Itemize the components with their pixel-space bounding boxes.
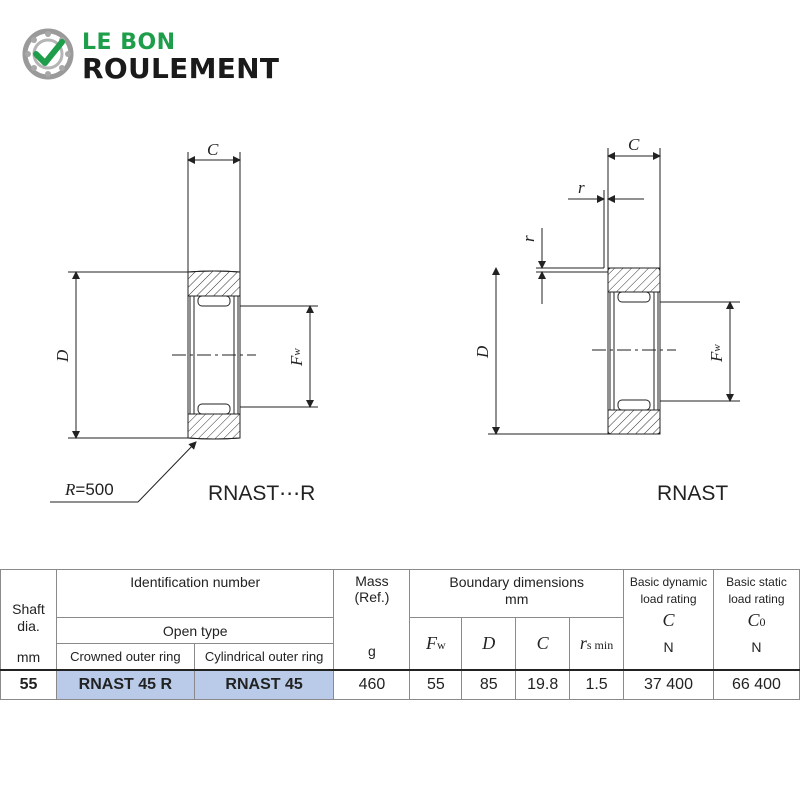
dynamic-rating-header [624, 570, 714, 670]
fw-subscript: w [437, 637, 446, 652]
left-bearing-drawing [50, 152, 318, 502]
d-symbol: D [482, 632, 496, 653]
static-rating-cell: 66 400 [713, 670, 799, 700]
mass-cell: 460 [334, 670, 410, 700]
fw-symbol: F [426, 632, 437, 653]
rs-cell: 1.5 [570, 670, 624, 700]
table-row [1, 670, 800, 700]
ident-header [56, 570, 334, 618]
mass-header-label: Mass (Ref.) [354, 573, 390, 605]
mass-header [334, 570, 410, 670]
right-fw-symbol: F [707, 351, 726, 362]
d-header [462, 618, 516, 670]
static-rating-label: Basic static load rating [726, 575, 787, 606]
shaft-header-unit: mm [16, 648, 41, 665]
c-cell: 19.8 [516, 670, 570, 700]
static-rating-symbol-sub: 0 [759, 615, 766, 629]
left-r-value: =500 [75, 480, 114, 499]
rs-symbol: r [579, 632, 587, 653]
c-symbol: C [536, 632, 549, 653]
right-r-label-side: r [519, 235, 538, 242]
static-rating-symbol-c: C [747, 610, 760, 630]
left-d-label: D [53, 349, 72, 362]
right-d-label: D [473, 345, 492, 358]
specification-table [0, 569, 800, 700]
crowned-header [56, 644, 194, 670]
c-header [516, 618, 570, 670]
dynamic-rating-unit: N [663, 639, 674, 655]
rs-subscript: s min [586, 637, 614, 652]
boundary-header-label: Boundary dimensions [449, 574, 585, 590]
left-r-label [64, 480, 114, 499]
right-bearing-drawing [488, 148, 740, 434]
ident-header-label: Identification number [130, 574, 261, 590]
cylindrical-header [194, 644, 334, 670]
left-c-label: C [207, 140, 219, 159]
brand-line2: ROULEMENT [82, 52, 280, 85]
left-r-symbol: R [65, 480, 76, 499]
left-fw-subscript: w [291, 348, 303, 356]
static-rating-unit: N [751, 639, 762, 655]
static-rating-header [713, 570, 799, 670]
d-cell: 85 [462, 670, 516, 700]
crowned-header-label: Crowned outer ring [70, 648, 181, 664]
open-type-label: Open type [162, 622, 228, 639]
rs-header [570, 618, 624, 670]
cylindrical-cell[interactable]: RNAST 45 [194, 670, 334, 700]
dynamic-rating-symbol: C [662, 610, 675, 630]
boundary-header [410, 570, 624, 618]
right-caption: RNAST [657, 482, 729, 505]
cylindrical-header-label: Cylindrical outer ring [204, 648, 324, 664]
static-rating-symbol [714, 610, 799, 631]
left-caption: RNAST⋯R [208, 482, 316, 505]
dynamic-rating-cell: 37 400 [624, 670, 714, 700]
left-fw-symbol: F [287, 355, 306, 366]
shaft-header-label: Shaft dia. [12, 600, 45, 634]
right-fw-label [707, 344, 726, 363]
shaft-cell: 55 [1, 670, 57, 700]
fw-cell: 55 [410, 670, 462, 700]
right-fw-subscript: w [711, 344, 723, 352]
brand-line1: LE BON [82, 30, 176, 55]
right-c-label: C [628, 135, 640, 154]
open-type-header [56, 618, 334, 644]
crowned-cell[interactable]: RNAST 45 R [56, 670, 194, 700]
right-r-label-top: r [578, 178, 585, 197]
left-fw-label [287, 348, 306, 367]
shaft-header [1, 570, 57, 670]
mass-header-unit: g [368, 643, 376, 659]
fw-header [410, 618, 462, 670]
boundary-header-unit: mm [505, 591, 529, 607]
dynamic-rating-label: Basic dynamic load rating [629, 575, 708, 606]
